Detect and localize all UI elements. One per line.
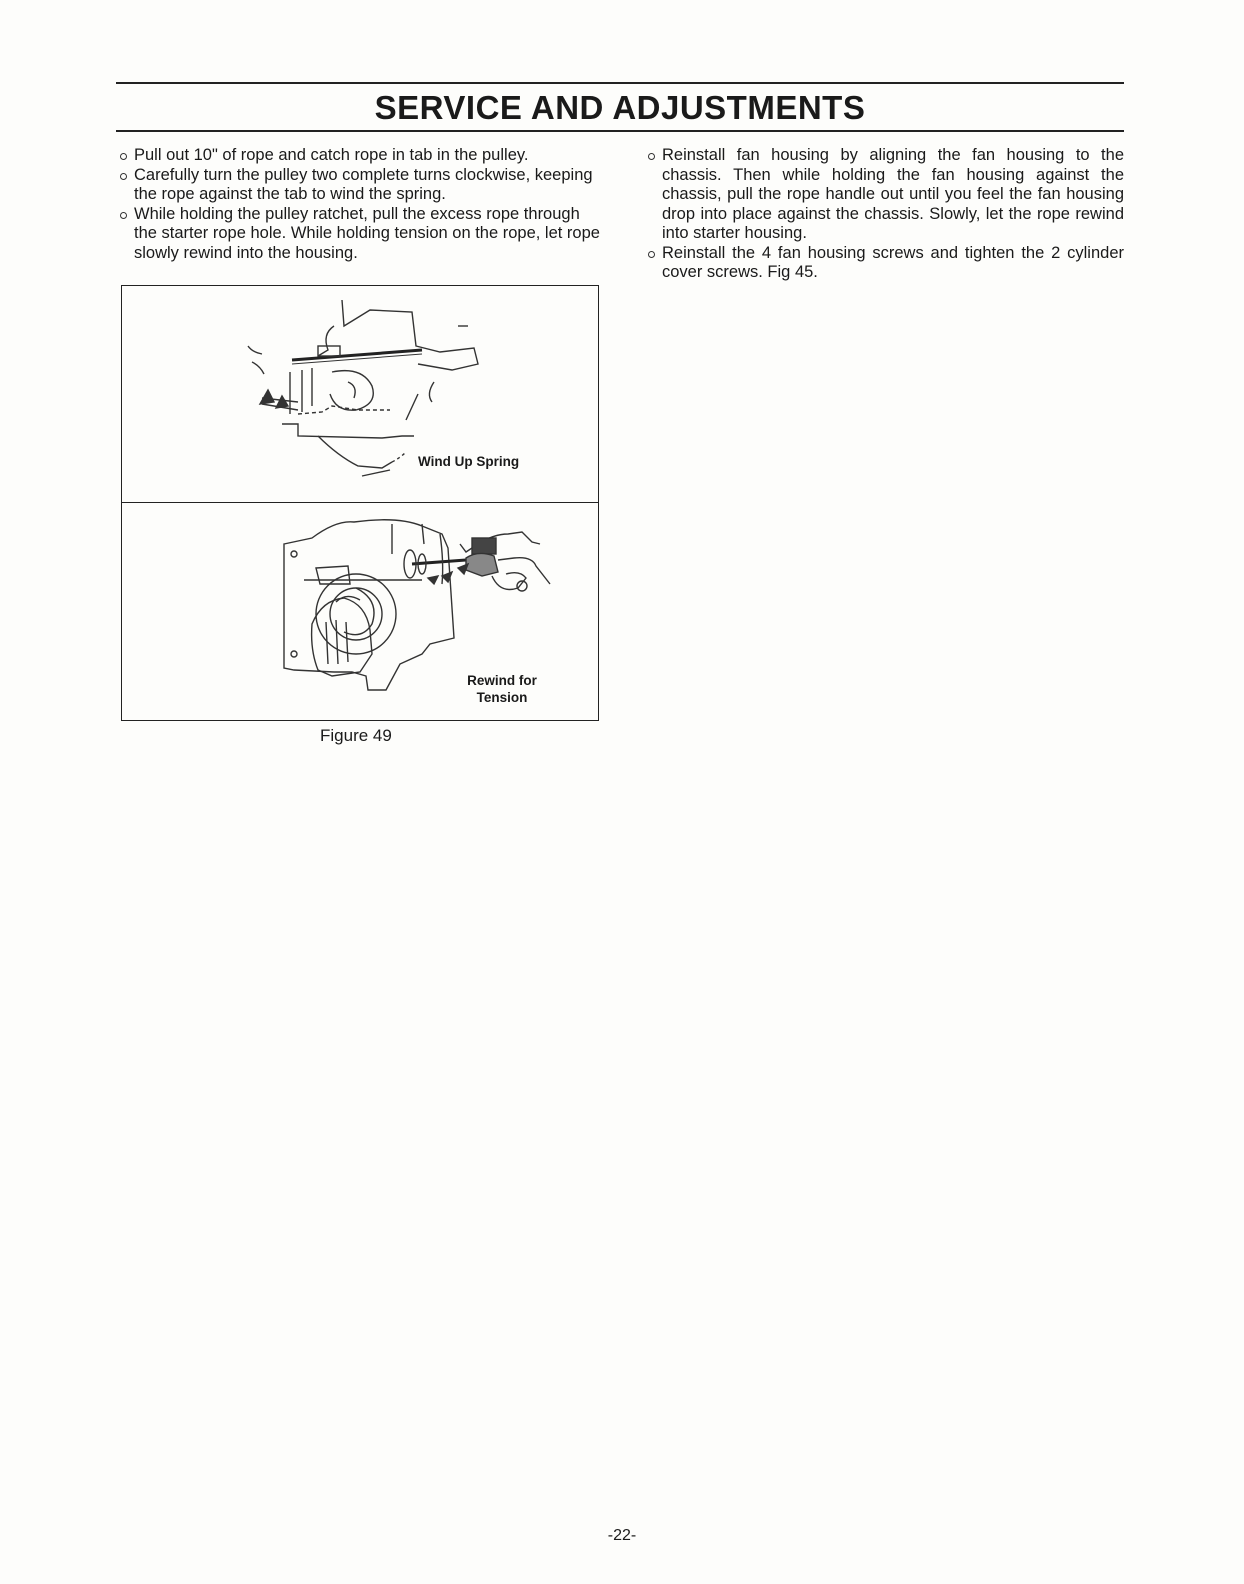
wind-up-spring-label: Wind Up Spring [418, 454, 520, 469]
wind-up-spring-illustration [122, 286, 598, 502]
figure-panel-rewind-for-tension [122, 504, 598, 720]
tension-label-line: Tension [476, 690, 528, 705]
figure-caption: Figure 49 [320, 726, 392, 745]
list-item: Reinstall the 4 fan housing screws and tighten the 2 cylinder cover screws. Fig 45. [644, 244, 1124, 283]
list-item: While holding the pulley ratchet, pull the excess rope through the starter rope hole. While holding tension on the rope, let rope slowly rewind into the housing. [116, 205, 604, 264]
figure-49 [121, 285, 599, 721]
rewind-for-tension-label [452, 672, 552, 706]
title-underline [116, 130, 1124, 132]
list-item: Carefully turn the pulley two complete turns clockwise, keeping the rope against the tab to wind the spring. [116, 166, 604, 205]
figure-panel-wind-up-spring [122, 286, 598, 502]
right-instruction-list [644, 146, 1124, 283]
right-column [644, 146, 1124, 283]
left-instruction-list [116, 146, 604, 263]
figure-divider [122, 502, 598, 503]
rewind-for-label-line: Rewind for [467, 673, 537, 688]
left-column [116, 146, 604, 263]
page-number: -22- [607, 1527, 637, 1544]
list-item: Reinstall fan housing by aligning the fan housing to the chassis. Then while holding the fan housing against the chassis, pull the rope handle out until you feel the fan housing drop into place against the chassis. Slowly, let the rope rewind into starter housing. [644, 146, 1124, 244]
top-rule [116, 82, 1124, 84]
page-title: SERVICE AND ADJUSTMENTS [374, 89, 866, 126]
list-item: Pull out 10" of rope and catch rope in tab in the pulley. [116, 146, 604, 166]
